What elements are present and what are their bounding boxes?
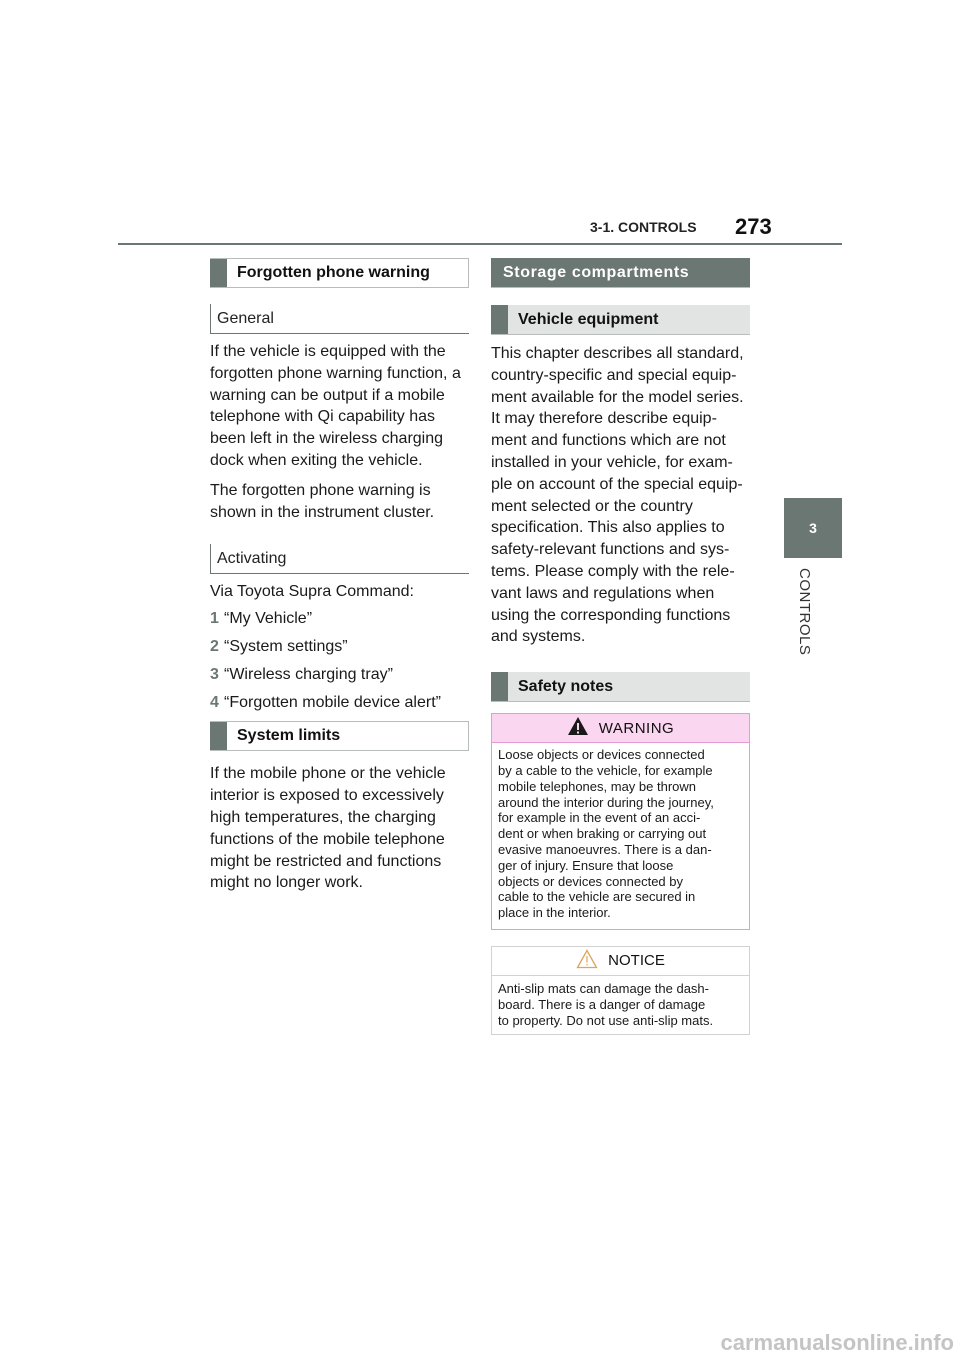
text-line: might be restricted and functions [210, 852, 442, 870]
step-number: 3 [210, 665, 219, 683]
heading-safety-notes [491, 672, 750, 702]
text-line: cable to the vehicle are secured in [498, 889, 696, 905]
warning-header [492, 714, 749, 743]
text-line: ment and functions which are not [491, 432, 726, 450]
text-line: Anti-slip mats can damage the dash- [498, 980, 709, 996]
watermark: carmanualsonline.info [720, 1330, 954, 1355]
heading-vehicle-equipment [491, 305, 750, 335]
paragraph-system-limits [210, 763, 469, 894]
text-line: high temperatures, the charging [210, 808, 436, 826]
text-line: ment selected or the country [491, 497, 693, 515]
heading-text: Forgotten phone warning [237, 264, 430, 281]
text-line: using the corresponding functions [491, 606, 731, 624]
right-column [491, 258, 750, 1035]
heading-text: System limits [237, 727, 341, 745]
text-line: forgotten phone warning function, a [210, 364, 461, 382]
heading-text: Vehicle equipment [518, 310, 659, 328]
header-rule [118, 243, 842, 245]
text-line: by a cable to the vehicle, for example [498, 762, 713, 778]
text-line: If the vehicle is equipped with the [210, 343, 446, 360]
step-text: “Wireless charging tray” [224, 665, 393, 683]
text-line: interior is exposed to excessively [210, 787, 444, 805]
subheading-general [210, 304, 469, 334]
chapter-tab-label: CONTROLS [796, 568, 813, 656]
page-header [0, 0, 960, 250]
text-line: been left in the wireless charging [210, 430, 444, 448]
paragraph-general-1 [210, 341, 469, 472]
subheading-text: Activating [217, 549, 287, 567]
caution-triangle-icon [576, 949, 598, 973]
paragraph-general-2 [210, 480, 469, 524]
text-line: If the mobile phone or the vehicle [210, 765, 446, 783]
page-number: 273 [735, 214, 772, 239]
text-line: safety-relevant functions and sys- [491, 541, 730, 559]
step-item [210, 608, 469, 630]
text-line: around the interior during the journey, [498, 794, 714, 810]
step-number: 1 [210, 610, 219, 628]
notice-title: NOTICE [608, 952, 665, 970]
activating-intro: Via Toyota Supra Command: [210, 583, 414, 601]
notice-header [492, 947, 749, 976]
warning-box [491, 713, 750, 930]
text-line: evasive manoeuvres. There is a dan- [498, 841, 712, 857]
text-line: place in the interior. [498, 905, 611, 921]
text-line: for example in the event of an acci- [498, 810, 701, 826]
text-line: country-specific and special equip- [491, 366, 737, 384]
text-line: warning can be output if a mobile [210, 386, 445, 404]
text-line: might no longer work. [210, 874, 363, 892]
notice-box [491, 946, 750, 1035]
heading-text: Safety notes [518, 677, 614, 695]
text-line: telephone with Qi capability has [210, 408, 436, 426]
text-line: specification. This also applies to [491, 519, 725, 537]
text-line: objects or devices connected by [498, 873, 683, 889]
step-number: 2 [210, 637, 219, 655]
paragraph-vehicle-equipment [491, 343, 750, 648]
step-list [210, 608, 469, 713]
section-label: 3-1. CONTROLS [590, 219, 697, 235]
text-line: Loose objects or devices connected [498, 747, 705, 763]
step-text: “System settings” [224, 637, 348, 655]
text-line: ger of injury. Ensure that loose [498, 857, 674, 873]
heading-forgotten-phone-warning [210, 258, 469, 288]
text-line: mobile telephones, may be thrown [498, 778, 697, 794]
step-item [210, 636, 469, 658]
step-item [210, 692, 469, 714]
text-line: vant laws and regulations when [491, 584, 715, 602]
text-line: installed in your vehicle, for exam- [491, 453, 733, 471]
text-line: dent or when braking or carrying out [498, 826, 707, 842]
text-line: The forgotten phone warning is [210, 481, 431, 499]
chapter-tab [784, 498, 842, 558]
text-line: and systems. [491, 628, 586, 646]
text-line: functions of the mobile telephone [210, 830, 445, 848]
heading-storage-compartments [491, 258, 750, 288]
step-text: “My Vehicle” [224, 610, 313, 628]
text-line: ment available for the model series. [491, 388, 744, 406]
text-line: to property. Do not use anti-slip mats. [498, 1012, 714, 1028]
warning-triangle-icon [567, 716, 589, 740]
text-line: tems. Please comply with the rele- [491, 562, 735, 580]
subheading-text: General [217, 309, 274, 327]
step-text: “Forgotten mobile device alert” [224, 693, 441, 711]
warning-title: WARNING [598, 719, 675, 737]
text-line: dock when exiting the vehicle. [210, 451, 423, 469]
text-line: board. There is a danger of damage [498, 996, 706, 1012]
notice-text [492, 976, 749, 1034]
step-number: 4 [210, 693, 219, 711]
step-item [210, 664, 469, 686]
heading-text: Storage compartments [503, 263, 690, 281]
text-line: This chapter describes all standard, [491, 345, 744, 362]
text-line: shown in the instrument cluster. [210, 503, 435, 521]
text-line: It may therefore describe equip- [491, 410, 717, 428]
left-column [210, 258, 469, 894]
heading-system-limits [210, 721, 469, 751]
chapter-tab-number: 3 [809, 520, 817, 536]
warning-text [492, 743, 749, 929]
subheading-activating [210, 544, 469, 574]
text-line: ple on account of the special equip- [491, 475, 743, 493]
